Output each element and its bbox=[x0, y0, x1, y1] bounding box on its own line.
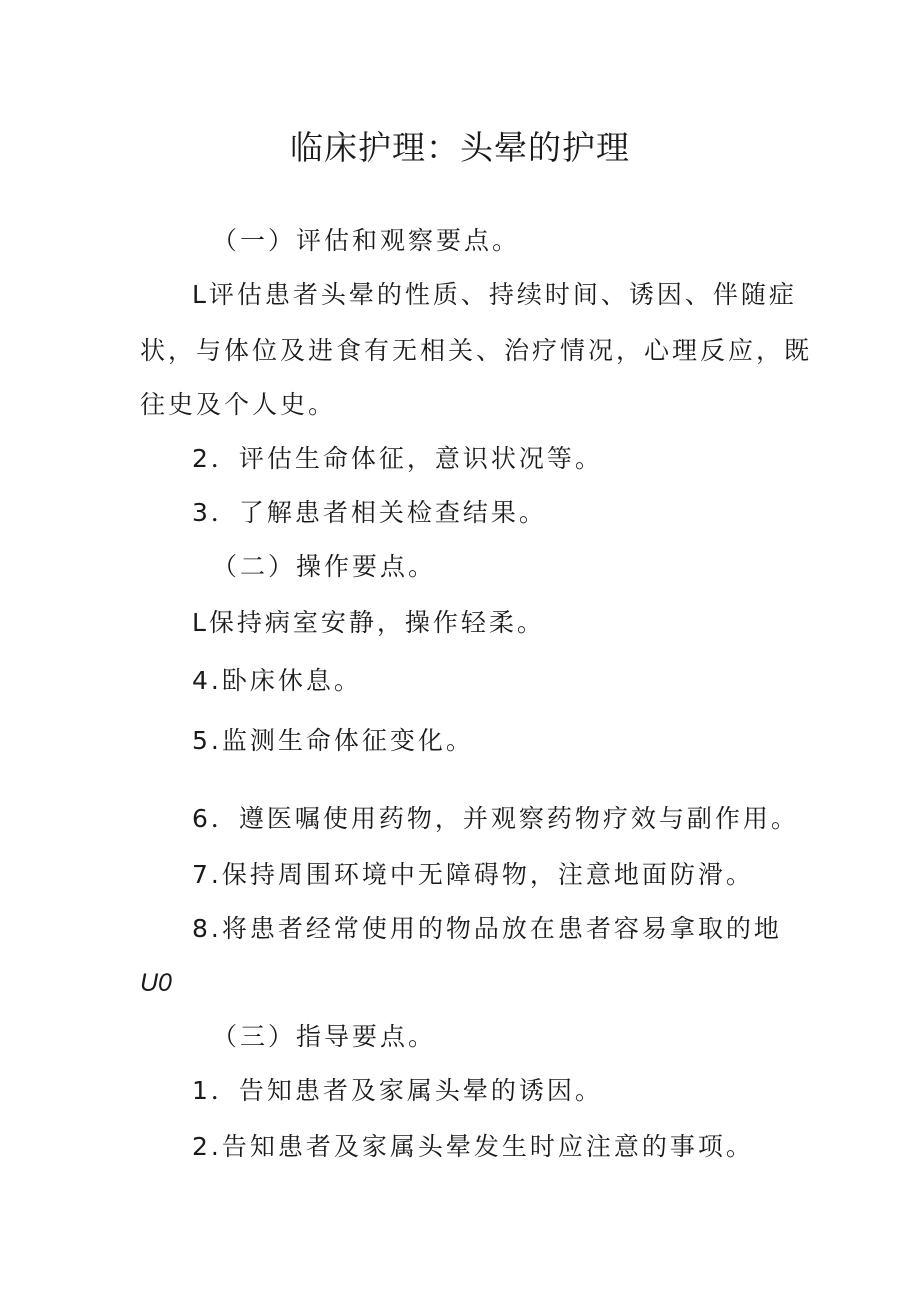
section-heading-guidance: （三）指导要点。 bbox=[212, 1022, 437, 1051]
section-heading-assessment: （一）评估和观察要点。 bbox=[212, 226, 521, 255]
paragraph-line: 往史及个人史。 bbox=[140, 390, 337, 419]
list-item: 2.告知患者及家属头晕发生时应注意的事项。 bbox=[192, 1132, 754, 1161]
paragraph-line: U0 bbox=[140, 969, 172, 997]
list-item: L保持病室安静，操作轻柔。 bbox=[192, 608, 545, 637]
list-item: 8.将患者经常使用的物品放在患者容易拿取的地 bbox=[192, 914, 782, 943]
list-item: 3．了解患者相关检查结果。 bbox=[192, 498, 547, 527]
list-item: 2．评估生命体征，意识状况等。 bbox=[192, 444, 603, 473]
list-item: 6．遵医嘱使用药物，并观察药物疗效与副作用。 bbox=[192, 804, 799, 833]
list-item: 7.保持周围环境中无障碍物，注意地面防滑。 bbox=[192, 860, 754, 889]
paragraph-line: L评估患者头晕的性质、持续时间、诱因、伴随症 bbox=[192, 280, 797, 309]
list-item: 4.卧床休息。 bbox=[192, 666, 362, 695]
paragraph-line: 状，与体位及进食有无相关、治疗情况，心理反应，既 bbox=[140, 336, 813, 365]
list-item: 5.监测生命体征变化。 bbox=[192, 726, 474, 755]
list-item: 1．告知患者及家属头晕的诱因。 bbox=[192, 1076, 603, 1105]
document-title: 临床护理：头晕的护理 bbox=[290, 128, 630, 167]
section-heading-operation: （二）操作要点。 bbox=[212, 552, 437, 581]
